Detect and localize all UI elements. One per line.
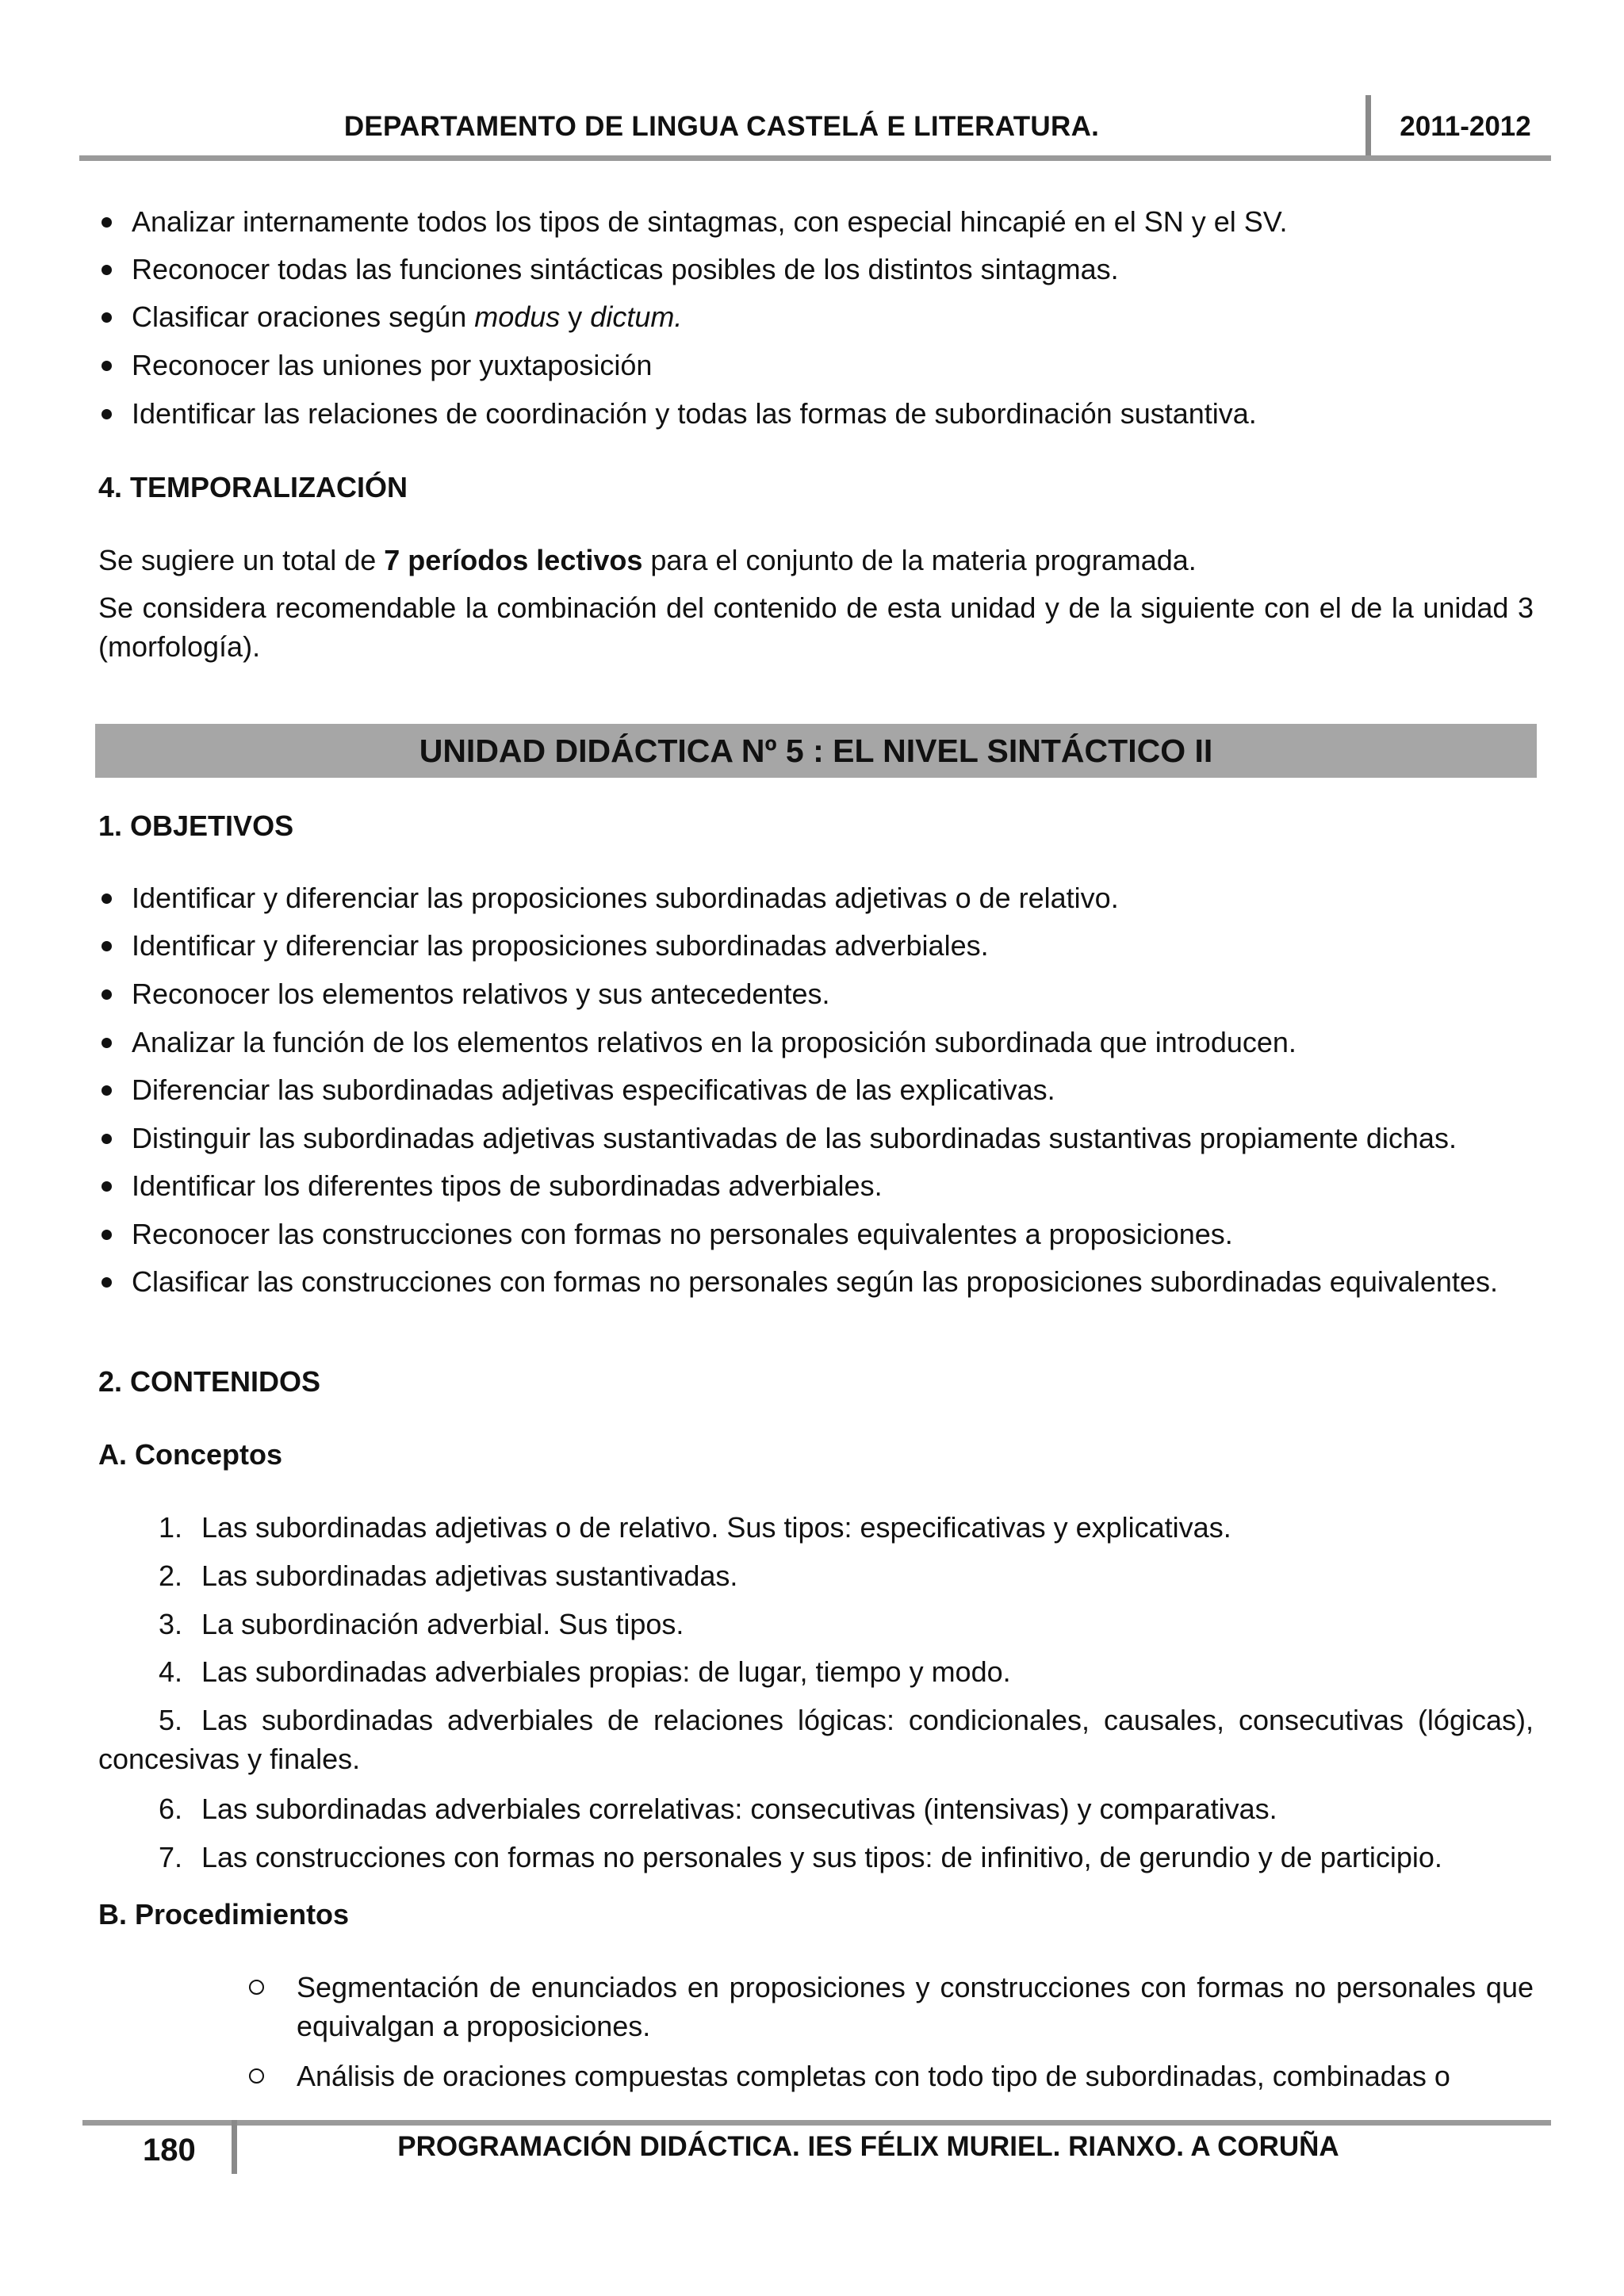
numbered-item: 2. Las subordinadas adjetivas sustantivadas. (158, 1559, 738, 1592)
list-item: Distinguir las subordinadas adjetivas sustantivadas de las subordinadas sustantivas propiamente dichas. (98, 1119, 1534, 1158)
unit-title-banner (95, 724, 1537, 778)
list-item: Segmentación de enunciados en proposiciones y construcciones con formas no personales que equivalgan a proposiciones. (246, 1968, 1534, 2045)
subsection-heading: B. Procedimientos (98, 1898, 350, 1931)
subsection-heading: A. Conceptos (98, 1438, 283, 1471)
list-item: Identificar y diferenciar las proposiciones subordinadas adverbiales. (98, 926, 1534, 965)
section-heading: 2. CONTENIDOS (98, 1365, 321, 1398)
footer-rule (82, 2120, 1551, 2126)
bullet-icon (102, 312, 112, 323)
list-item: Diferenciar las subordinadas adjetivas especificativas de las explicativas. (98, 1070, 1534, 1109)
bullet-icon (102, 265, 112, 275)
list-item: Analizar la función de los elementos relativos en la proposición subordinada que introducen. (98, 1023, 1534, 1062)
list-item: Reconocer todas las funciones sintácticas posibles de los distintos sintagmas. (98, 250, 1534, 289)
unit-title: UNIDAD DIDÁCTICA Nº 5 : EL NIVEL SINTÁCTICO II (419, 733, 1213, 769)
list-item: Clasificar las construcciones con formas no personales según las proposiciones subordinadas equivalentes. (98, 1262, 1534, 1301)
bullet-icon (102, 361, 112, 371)
bullet-icon (102, 1277, 112, 1288)
numbered-item: 6. Las subordinadas adverbiales correlativas: consecutivas (intensivas) y comparativas. (158, 1793, 1277, 1825)
section-heading: 4. TEMPORALIZACIÓN (98, 471, 408, 503)
list-item: Clasificar oraciones según modus y dictum. (98, 297, 1534, 336)
bullet-icon (102, 989, 112, 1000)
list-item: Identificar las relaciones de coordinación y todas las formas de subordinación sustantiva. (98, 394, 1534, 433)
bullet-icon (102, 1181, 112, 1192)
bullet-icon (102, 894, 112, 904)
numbered-item: 7. Las construcciones con formas no personales y sus tipos: de infinitivo, de gerundio y de participio. (158, 1841, 1442, 1873)
numbered-item: 1. Las subordinadas adjetivas o de relativo. Sus tipos: especificativas y explicativas. (158, 1511, 1231, 1544)
list-item: Analizar internamente todos los tipos de sintagmas, con especial hincapié en el SN y el SV. (98, 202, 1534, 241)
bullet-icon (102, 941, 112, 951)
page-number: 180 (143, 2133, 196, 2168)
circle-bullet-icon (249, 2068, 264, 2084)
bullet-icon (102, 1085, 112, 1096)
section-heading: 1. OBJETIVOS (98, 809, 294, 842)
bullet-icon (102, 217, 112, 228)
circle-bullet-icon (249, 1980, 264, 1995)
list-item: Identificar los diferentes tipos de subordinadas adverbiales. (98, 1166, 1534, 1205)
list-item: Reconocer las uniones por yuxtaposición (98, 346, 1534, 385)
paragraph: Se sugiere un total de 7 períodos lectivos para el conjunto de la materia programada. (98, 544, 1197, 576)
footer-text: PROGRAMACIÓN DIDÁCTICA. IES FÉLIX MURIEL. RIANXO. A CORUÑA (397, 2131, 1339, 2162)
header-year: 2011-2012 (1400, 111, 1531, 142)
bullet-icon (102, 1134, 112, 1144)
numbered-item: 5. Las subordinadas adverbiales de relaciones lógicas: condicionales, causales, consecutivas (lógicas), concesivas y finales. (98, 1704, 1534, 1775)
list-item: Reconocer los elementos relativos y sus antecedentes. (98, 974, 1534, 1013)
page-header (79, 95, 1551, 157)
header-divider (1365, 95, 1371, 160)
bullet-icon (102, 1230, 112, 1240)
numbered-item: 4. Las subordinadas adverbiales propias: de lugar, tiempo y modo. (158, 1655, 1011, 1688)
list-item: Identificar y diferenciar las proposiciones subordinadas adjetivas o de relativo. (98, 878, 1534, 917)
list-item: Análisis de oraciones compuestas completas con todo tipo de subordinadas, combinadas o (246, 2057, 1534, 2095)
header-department: DEPARTAMENTO DE LINGUA CASTELÁ E LITERATURA. (343, 111, 1100, 142)
bullet-icon (102, 409, 112, 419)
numbered-item: 3. La subordinación adverbial. Sus tipos. (158, 1608, 684, 1640)
list-item: Reconocer las construcciones con formas no personales equivalentes a proposiciones. (98, 1215, 1534, 1253)
paragraph: Se considera recomendable la combinación del contenido de esta unidad y de la siguiente con el de la unidad 3 (morfología). (98, 591, 1534, 663)
bullet-icon (102, 1038, 112, 1048)
header-rule (79, 155, 1551, 161)
